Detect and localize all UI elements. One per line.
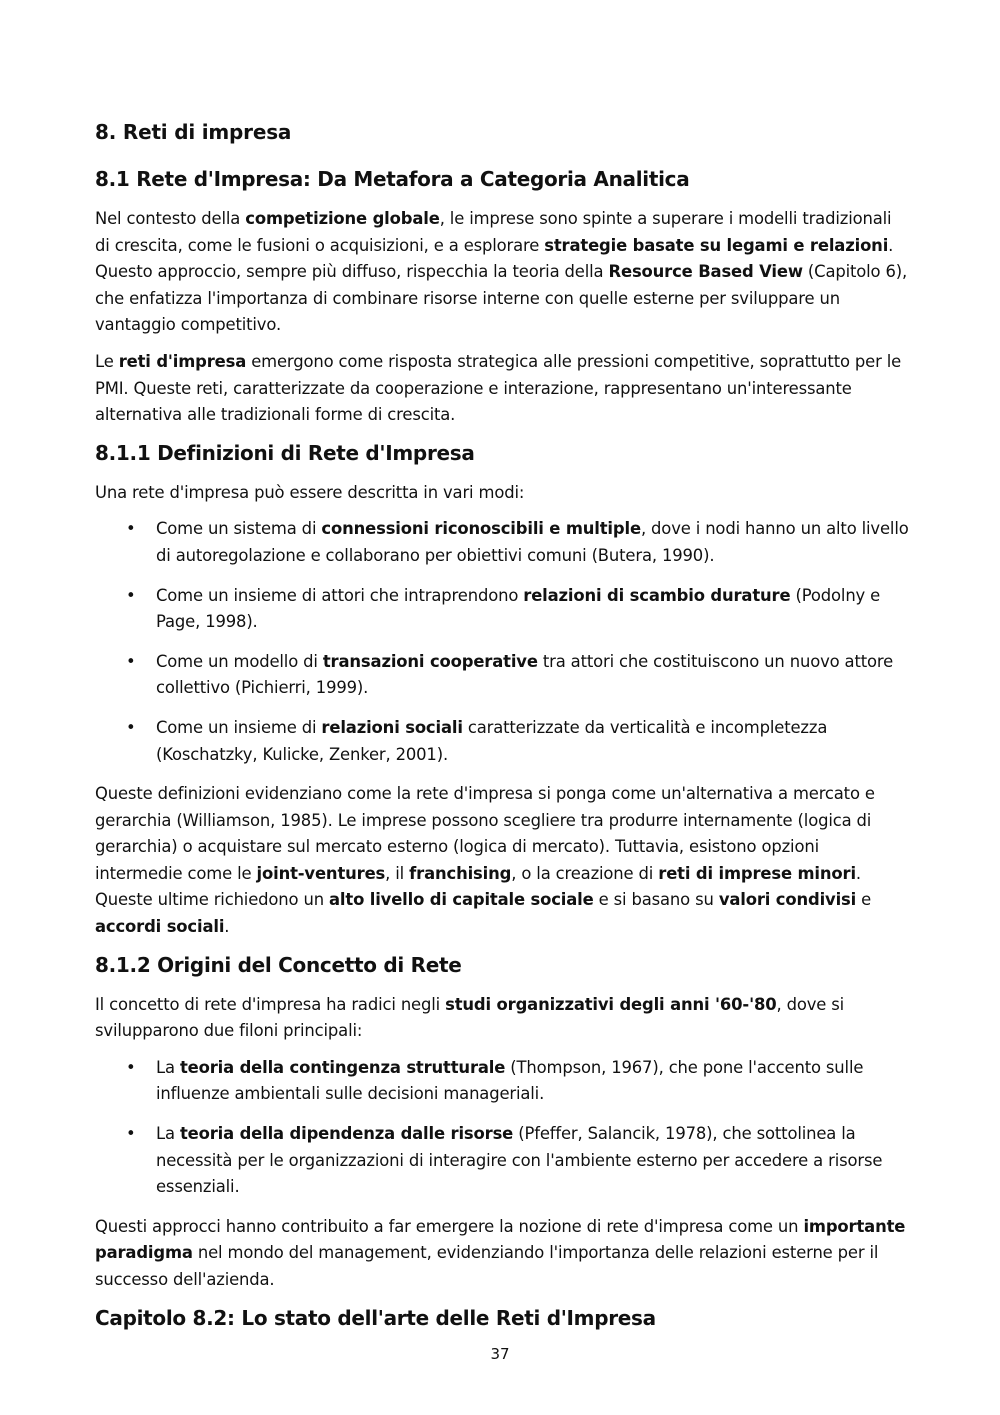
bullet-icon: • (126, 717, 136, 737)
list-item (95, 1055, 910, 1108)
section-heading-8-1: 8.1 Rete d'Impresa: Da Metafora a Categoria Analitica (95, 167, 690, 191)
text-run: caratterizzate da verticalità e incompletezza (Koschatzky, Kulicke, Zenker, 2001). (156, 717, 828, 764)
bold-text: strategie basate su legami e relazioni (544, 235, 889, 255)
document-page (95, 118, 910, 1345)
bold-text: reti di imprese minori (658, 863, 856, 883)
paragraph (95, 349, 910, 429)
bold-text: valori condivisi (718, 890, 857, 910)
text-run: . Questo approccio, sempre più diffuso, rispecchia la teoria della (95, 235, 894, 282)
text-run: . (224, 917, 230, 937)
list-item (95, 715, 910, 768)
text-run: tra attori che costituiscono un nuovo attore collettivo (Pichierri, 1999). (156, 651, 894, 698)
paragraph (95, 206, 910, 339)
bullet-icon: • (126, 1057, 136, 1077)
text-run: e (856, 890, 872, 910)
bold-text: reti d'impresa (118, 351, 247, 371)
list-item (95, 516, 910, 569)
text-run: Come un modello di (156, 651, 323, 671)
bold-text: accordi sociali (95, 917, 225, 937)
bold-text: relazioni di scambio durature (523, 585, 791, 605)
bold-text: teoria della contingenza strutturale (179, 1057, 506, 1077)
bold-text: competizione globale (245, 209, 440, 228)
text-run: , dove i nodi hanno un alto livello di autoregolazione e collaborano per obiettivi comuni (Butera, 1990). (156, 519, 909, 565)
text-run: e si basano su (593, 890, 719, 910)
text-run: Nel contesto della (95, 209, 246, 228)
text-run: Come un sistema di (156, 519, 322, 539)
bullet-icon: • (126, 519, 136, 539)
bold-text: teoria della dipendenza dalle risorse (179, 1124, 514, 1144)
text-run: Il concetto di rete d'impresa ha radici negli (95, 994, 446, 1014)
page-number: 37 (490, 1345, 510, 1363)
section-heading-8-2: Capitolo 8.2: Lo stato dell'arte delle Reti d'Impresa (95, 1305, 656, 1330)
bullet-list-origins (95, 1055, 910, 1201)
text-run: Come un insieme di attori che intraprendono (156, 585, 524, 605)
text-run: . Queste ultime richiedono un (95, 863, 861, 910)
text-run: Una rete d'impresa può essere descritta in vari modi: (95, 482, 525, 502)
bold-text: transazioni cooperative (322, 651, 538, 671)
text-run: Le (95, 351, 119, 371)
bullet-list-definitions (95, 516, 910, 768)
text-run: , dove si svilupparono due filoni principali: (95, 994, 845, 1041)
text-run: (Podolny e Page, 1998). (156, 585, 881, 632)
bold-text: alto livello di capitale sociale (329, 890, 594, 910)
text-run: , o la creazione di (511, 863, 659, 883)
paragraph (95, 781, 910, 941)
bullet-icon: • (126, 651, 136, 671)
chapter-heading: 8. Reti di impresa (95, 120, 292, 144)
section-heading-8-1-2: 8.1.2 Origini del Concetto di Rete (95, 952, 462, 977)
text-run: Come un insieme di (156, 717, 322, 737)
text-run: , le imprese sono spinte a superare i modelli tradizionali di crescita, come le fusioni o acquisizioni, e a esplorare (95, 209, 892, 255)
bullet-icon: • (126, 585, 136, 605)
text-run: emergono come risposta strategica alle pressioni competitive, soprattutto per le PMI. Queste reti, caratterizzate da cooperazione e interazione, rappresentano un'interessante alternativa alle tradizionali forme di crescita. (95, 351, 902, 425)
bold-text: studi organizzativi degli anni '60-'80 (445, 994, 777, 1014)
text-run: (Capitolo 6), che enfatizza l'importanza di combinare risorse interne con quelle esterne per sviluppare un vantaggio competitivo. (95, 262, 908, 335)
list-item (95, 1121, 910, 1201)
text-run: (Pfeffer, Salancik, 1978), che sottolinea la necessità per le organizzazioni di interagire con l'ambiente esterno per accedere a risorse essenziali. (156, 1124, 883, 1197)
text-run: Questi approcci hanno contribuito a far emergere la nozione di rete d'impresa come un (95, 1216, 804, 1236)
paragraph (95, 480, 910, 507)
text-run: nel mondo del management, evidenziando l'importanza delle relazioni esterne per il successo dell'azienda. (95, 1243, 879, 1289)
bold-text: Resource Based View (608, 262, 803, 282)
bold-text: connessioni riconoscibili e multiple (321, 519, 641, 539)
bullet-icon: • (126, 1124, 136, 1144)
bold-text: joint-ventures (256, 863, 386, 883)
paragraph (95, 992, 910, 1045)
list-item (95, 649, 910, 702)
list-item (95, 583, 910, 636)
bold-text: relazioni sociali (321, 717, 463, 737)
bold-text: importante paradigma (95, 1216, 906, 1263)
text-run: La (156, 1057, 180, 1077)
bold-text: franchising (409, 863, 512, 883)
text-run: (Thompson, 1967), che pone l'accento sulle influenze ambientali sulle decisioni manageriali. (156, 1057, 864, 1104)
paragraph (95, 1214, 910, 1294)
section-heading-8-1-1: 8.1.1 Definizioni di Rete d'Impresa (95, 440, 475, 465)
text-run: Queste definizioni evidenziano come la rete d'impresa si ponga come un'alternativa a mercato e gerarchia (Williamson, 1985). Le imprese possono scegliere tra produrre internamente (logica di gerarchia) o acquistare sul mercato esterno (logica di mercato). Tuttavia, esistono opzioni intermedie come le (95, 784, 875, 883)
text-run: La (156, 1124, 180, 1144)
text-run: , il (385, 863, 410, 883)
